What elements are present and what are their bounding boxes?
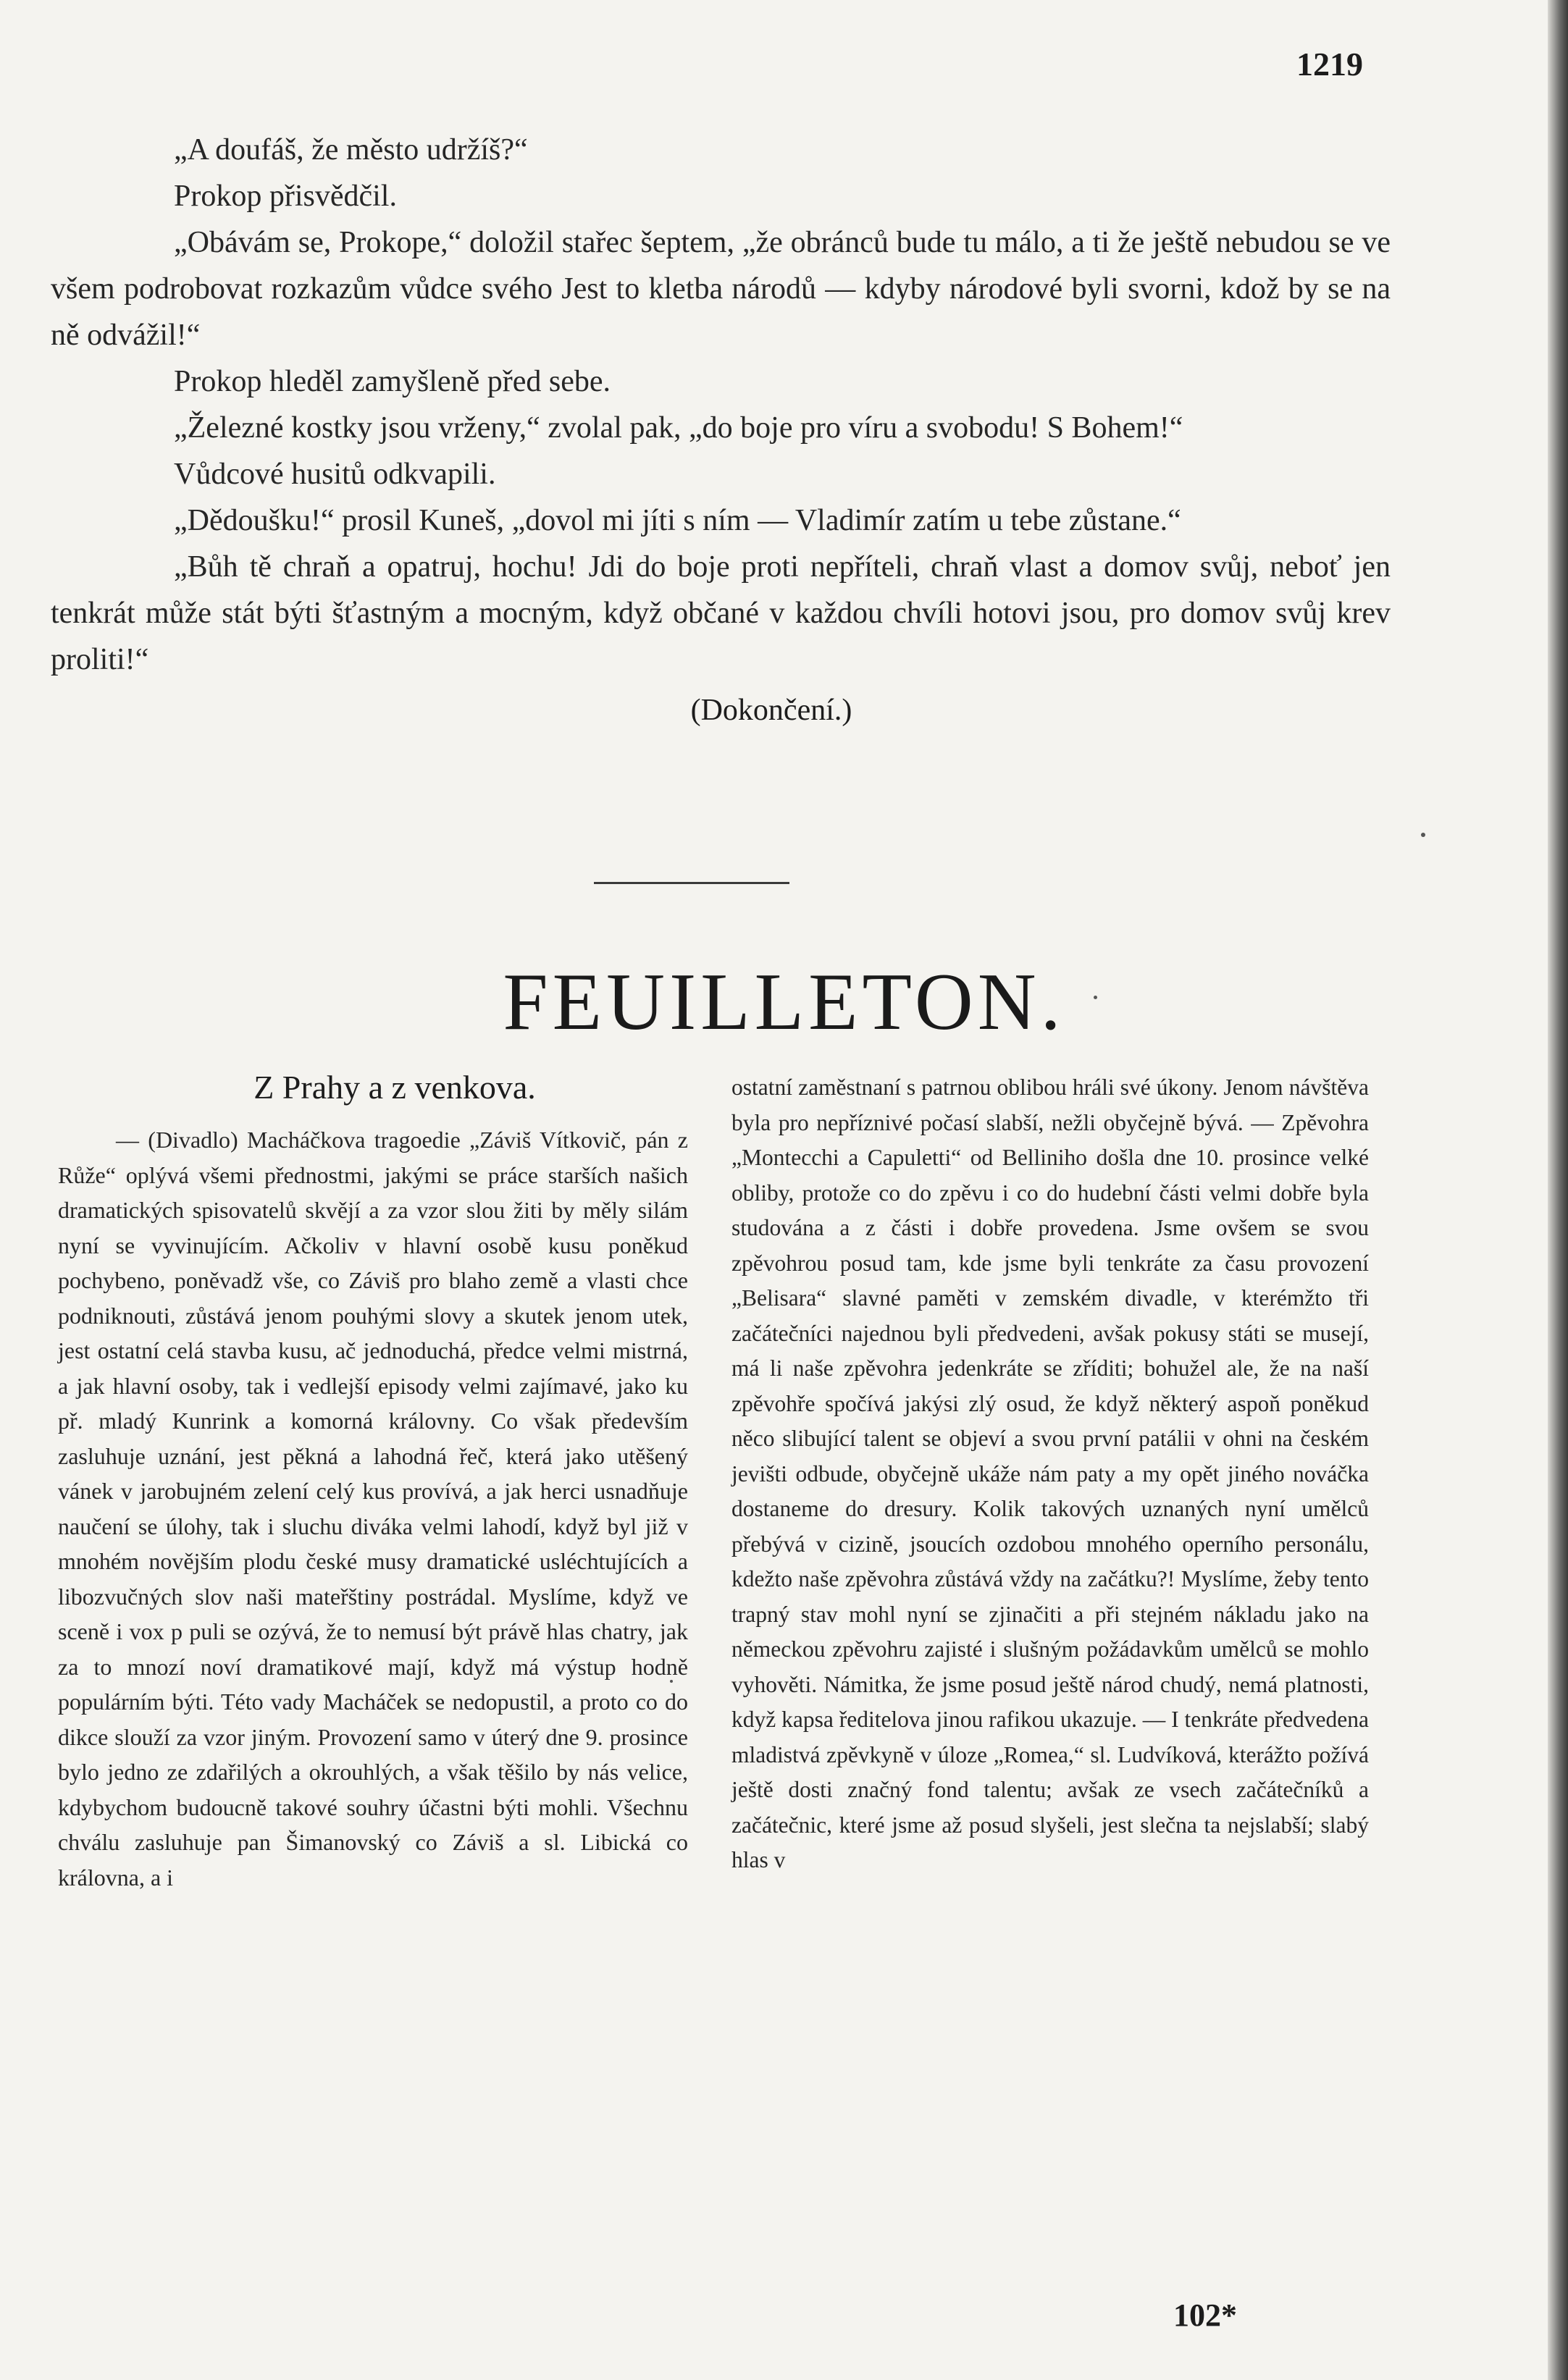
story-paragraph: „A doufáš, že město udržíš?“	[174, 133, 528, 167]
print-speck	[1421, 833, 1425, 837]
feuilleton-heading: FEUILLETON.	[503, 957, 1065, 1047]
right-column	[731, 1070, 1369, 1878]
left-column	[58, 1064, 688, 1895]
section-title: Z Prahy a z venkova.	[253, 1069, 536, 1106]
story-continuation	[51, 127, 1391, 732]
print-speck	[670, 1680, 673, 1683]
story-paragraph: Vůdcové husitů odkvapili.	[174, 458, 496, 491]
section-divider	[594, 882, 789, 884]
right-column-text: ostatní zaměstnaní s patrnou oblibou hráli své úkony. Jenom návštěva byla pro nepříznivé počasí slabší, nežli obyčejně bývá. — Zpěvohra „Montecchi a Capuletti“ od Belliniho došla dne 10. prosince velké obliby, protože co do zpěvu i co do hudební části velmi dobře byla studována a z části i dobře provedena. Jsme ovšem se svou zpěvohrou posud tam, kde jsme byli tenkráte za času provození „Belisara“ slavné paměti v zemském divadle, v kterémžto tři začátečníci najednou byli předvedeni, avšak pokusy státi se musejí, má li naše zpěvohra jedenkráte se zříditi; bohužel ale, že na naší zpěvohře spočívá jakýsi zlý osud, že když některý aspoň poněkud něco slibující talent se objeví a svou první patálii v ohni na českém jevišti odbude, obyčejně ukáže nám paty a my opět jiného nováčka dostaneme do dresury. Kolik takových uznaných nyní umělců přebývá v cizině, jsoucích ozdobou mnohého operního personálu, kdežto naše zpěvohra zůstává vždy na začátku?! Myslíme, žeby tento trapný stav mohl nyní se zjinačiti a při stejném nákladu jako na německou zpěvohru zajisté i slušným požádavkům umělců se mohlo vyhověti. Námitka, že jsme posud ještě národ chudý, nemá platnosti, když kapsa ředitelova jinou rafikou ukazuje. — I tenkráte předvedena mladistvá zpěvkyně v úloze „Romea,“ sl. Ludvíková, kterážto požívá ještě dosti značný fond talentu; avšak ze vsech začátečníků a začátečnic, které jsme až posud slyšeli, jest slečna ta nejslabší; slabý hlas v	[731, 1075, 1369, 1872]
story-paragraph: Prokop hleděl zamyšleně před sebe.	[174, 365, 611, 398]
story-paragraph: „Obávám se, Prokope,“ doložil stařec šeptem, „že obránců bude tu málo, a ti že ještě nebudou se ve všem podrobovat rozkazům vůdce svého Jest to kletba národů — kdyby národové byli svorni, kdož by se na ně odvážil!“	[51, 226, 1391, 352]
story-paragraph: Prokop přisvědčil.	[174, 180, 397, 213]
story-paragraph: „Dědoušku!“ prosil Kuneš, „dovol mi jíti s ním — Vladimír zatím u tebe zůstane.“	[174, 504, 1181, 537]
printer-signature-mark: 102*	[1173, 2297, 1237, 2333]
page-number: 1219	[1296, 46, 1363, 83]
continued-note: (Dokončení.)	[690, 694, 852, 727]
print-speck	[1094, 996, 1097, 999]
left-column-text: — (Divadlo) Macháčkova tragoedie „Záviš Vítkovič, pán z Růže“ oplývá všemi přednostmi, jakými se práce starších našich dramatických spisovatelů skvějí a za vzor slou žiti by měly silám nyní se vyvinujícím. Ačkoliv v hlavní osobě kusu poněkud pochybeno, poněvadž vše, co Záviš pro blaho země a vlasti chce podniknouti, zůstává jenom pouhými slovy a skutek jenom utek, jest ostatní celá stavba kusu, ač jednoduchá, předce velmi mistrná, a jak hlavní osoby, tak i vedlejší episody velmi zajímavé, jako ku př. mladý Kunrink a komorná královny. Co však především zasluhuje uznání, jest pěkná a lahodná řeč, která jako utěšený vánek v jarobujném zelení celý kus provívá, a jak herci usnadňuje naučení se úlohy, tak i sluchu diváka velmi lahodí, když byl již v mnohém novějším plodu české musy dramatické usléchtujících a libozvučných slov naši mateřštiny postrádal. Myslíme, když ve sceně i vox p puli se ozývá, že to nemusí být právě hlas chatry, jak za to mnozí noví dramatikové mají, když má výstup hodně populárním býti. Této vady Macháček se nedopustil, a proto co do dikce slouží za vzor jiným. Provození samo v úterý dne 9. prosince bylo jedno ze zdařilých a okrouhlých, a však těšilo by nás velice, kdybychom budoucně takové souhry účastni býti mohli. Všechnu chválu zasluhuje pan Šimanovský co Záviš a sl. Libická co královna, a i	[58, 1127, 688, 1891]
story-paragraph: „Bůh tě chraň a opatruj, hochu! Jdi do boje proti nepříteli, chraň vlast a domov svůj, neboť jen tenkrát může stát býti šťastným a mocným, když občané v každou chvíli hotovi jsou, pro domov svůj krev proliti!“	[51, 550, 1391, 676]
page-edge-shadow	[1548, 0, 1568, 2380]
story-paragraph: „Železné kostky jsou vrženy,“ zvolal pak, „do boje pro víru a svobodu! S Bohem!“	[174, 411, 1183, 445]
